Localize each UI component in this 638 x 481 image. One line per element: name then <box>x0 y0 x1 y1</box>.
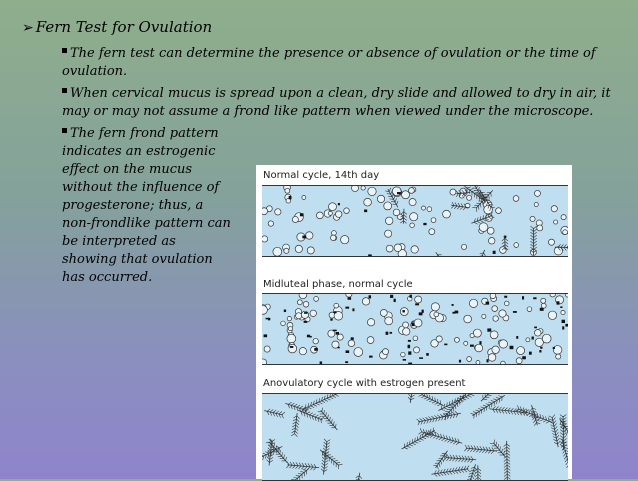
panel-label-anovulatory: Anovulatory cycle with estrogen present <box>263 378 465 389</box>
panel-label-midluteal: Midluteal phase, normal cycle <box>263 279 413 290</box>
bullet-item <box>62 45 622 81</box>
square-bullet-icon <box>62 88 67 93</box>
fern-pattern-normal-image <box>262 186 568 256</box>
square-bullet-icon <box>62 48 67 53</box>
bullet-text: The fern frond pattern indicates an estrogenic effect on the mucus without the influence of progesterone; thus, a non-frondlike pattern can be interpreted as showing that ovulation has occurred. <box>62 126 231 285</box>
arrow-bullet-icon: ➢ <box>22 20 34 36</box>
bullet-text: When cervical mucus is spread upon a clean, dry slide and allowed to dry in air, it may or may not assume a frond like pattern when viewed under the microscope. <box>62 86 611 119</box>
slide-title <box>22 18 212 37</box>
fern-pattern-midluteal-image <box>262 294 568 364</box>
bullet-text: The fern test can determine the presence or absence of ovulation or the time of ovulation. <box>62 46 596 79</box>
bullet-item <box>62 125 232 287</box>
panel-normal-cycle <box>262 185 568 257</box>
bullet-item <box>62 85 622 121</box>
square-bullet-icon <box>62 128 67 133</box>
fern-test-figure <box>256 165 572 479</box>
panel-anovulatory <box>262 393 568 481</box>
slide-title-text: Fern Test for Ovulation <box>36 18 212 36</box>
panel-midluteal <box>262 293 568 365</box>
panel-label-normal: Normal cycle, 14th day <box>263 170 379 181</box>
fern-pattern-anovulatory-image <box>262 394 568 480</box>
